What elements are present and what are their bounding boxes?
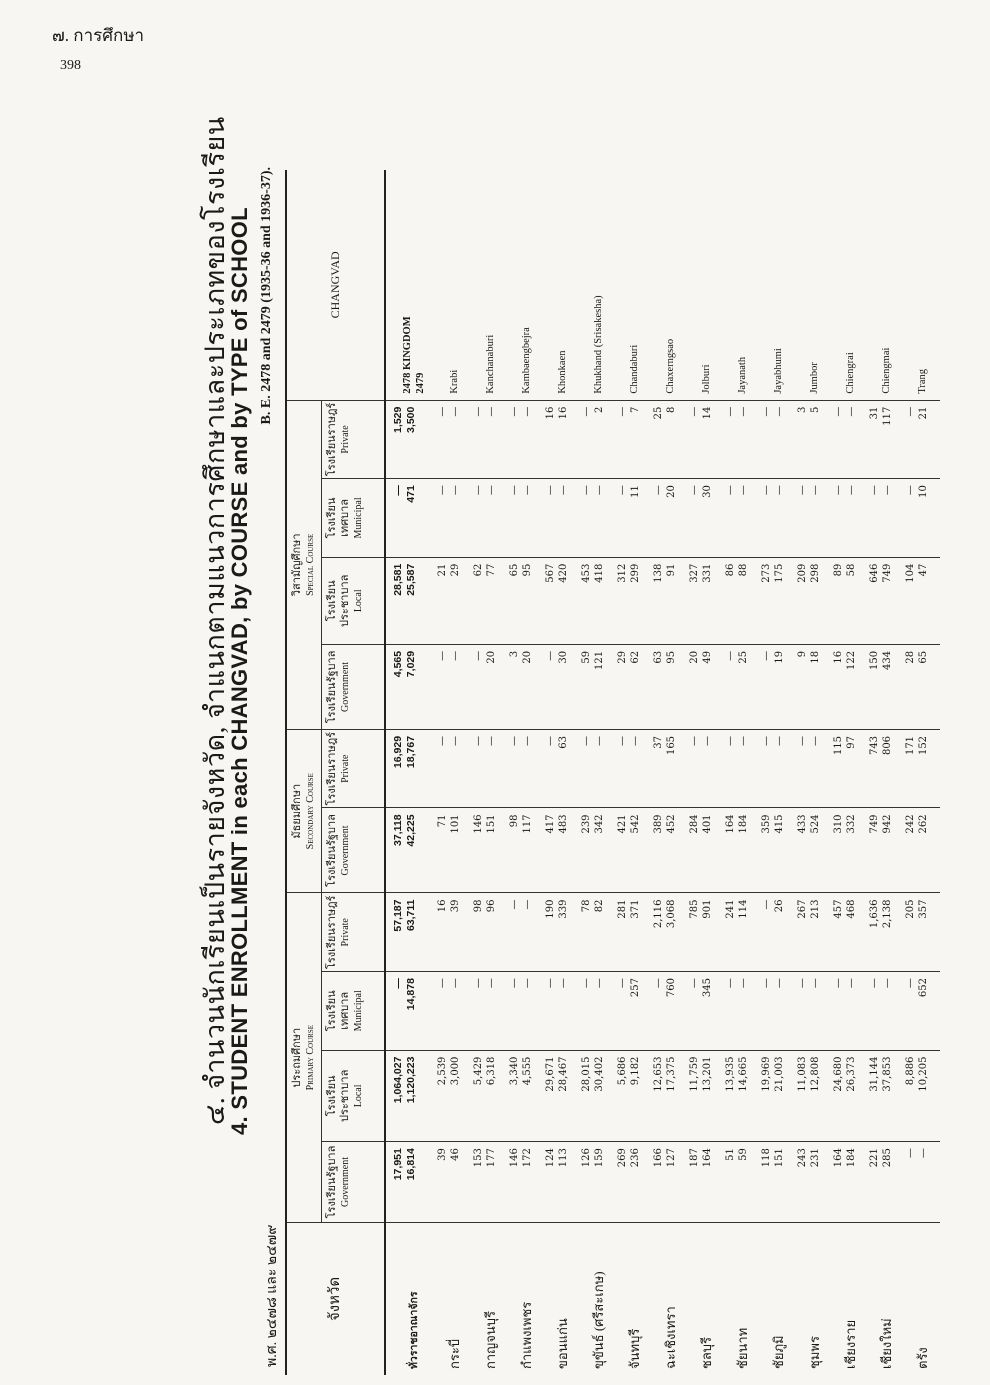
enrollment-cell: 78 82 (580, 893, 616, 972)
enrollment-cell: 187 164 (688, 1142, 724, 1223)
enrollment-cell: — — (904, 1142, 940, 1223)
page-number: 398 (60, 58, 81, 73)
enrollment-cell: 743 806 (868, 729, 904, 808)
enrollment-cell: 433 524 (796, 808, 832, 893)
enrollment-cell: 31,144 37,853 (868, 1050, 904, 1142)
changvad-name-english: Kanchanaburi (484, 334, 496, 394)
enrollment-cell: 269 236 (616, 1142, 652, 1223)
table-row (652, 170, 688, 1375)
enrollment-cell: 3 5 (796, 400, 832, 479)
enrollment-cell: 12,653 17,375 (652, 1050, 688, 1142)
enrollment-cell: — — (472, 400, 508, 479)
enrollment-cell: 417 483 (544, 808, 580, 893)
changvad-name-thai: กระบี่ (436, 1222, 472, 1375)
enrollment-cell: 150 434 (868, 644, 904, 729)
enrollment-cell: — 257 (616, 972, 652, 1051)
enrollment-cell: 126 159 (580, 1142, 616, 1223)
changvad-name-thai: เชียงราย (832, 1222, 868, 1375)
changvad-name-english: Jayabhumi (772, 348, 784, 394)
changvad-name-english: Khukhand (Srisakesha) (592, 295, 604, 394)
enrollment-cell: — — (796, 972, 832, 1051)
enrollment-cell: 164 184 (724, 808, 760, 893)
enrollment-cell: — — (436, 972, 472, 1051)
enrollment-cell: 9 18 (796, 644, 832, 729)
enrollment-cell: — — (832, 479, 868, 558)
enrollment-cell: 221 285 (868, 1142, 904, 1223)
changvad-name-thai: ขุขันธ์ (ศรีสะเกษ) (580, 1222, 616, 1375)
changvad-name-english: Chandaburi (628, 344, 640, 394)
enrollment-cell: 242 262 (904, 808, 940, 893)
enrollment-cell: — — (616, 729, 652, 808)
header-special-private: โรงเรียนราษฎร์ Private (322, 400, 386, 479)
header-changvad-english: CHANGVAD (286, 170, 385, 400)
enrollment-cell: — 10 (904, 479, 940, 558)
header-primary-municipal: โรงเรียนเทศบาล Municipal (322, 972, 386, 1051)
enrollment-cell: 138 91 (652, 557, 688, 644)
enrollment-cell: — — (472, 479, 508, 558)
enrollment-cell: — 652 (904, 972, 940, 1051)
table-row (508, 170, 544, 1375)
changvad-name-thai: ขอนแก่น (544, 1222, 580, 1375)
enrollment-cell: 39 46 (436, 1142, 472, 1223)
enrollment-cell: 24,680 26,373 (832, 1050, 868, 1142)
enrollment-cell: — — (724, 972, 760, 1051)
changvad-name-thai: ชัยภูมิ (760, 1222, 796, 1375)
enrollment-cell: — — (796, 479, 832, 558)
header-primary: ประถมศึกษา Primary Course (286, 893, 322, 1222)
enrollment-cell: — — (580, 479, 616, 558)
enrollment-cell: — — (580, 972, 616, 1051)
year-english: B. E. 2478 and 2479 (1935-36 and 1936-37). (259, 167, 274, 425)
enrollment-cell: 205 357 (904, 893, 940, 972)
changvad-name-english: Khonkaen (556, 350, 568, 394)
enrollment-cell: 1,636 2,138 (868, 893, 904, 972)
enrollment-cell: 1,064,027 1,120,223 (385, 1050, 436, 1142)
enrollment-cell: 166 127 (652, 1142, 688, 1223)
enrollment-cell: 16 39 (436, 893, 472, 972)
enrollment-cell: — 63 (544, 729, 580, 808)
enrollment-cell: — 345 (688, 972, 724, 1051)
title-thai: ๔. จำนวนนักเรียนเป็นรายจังหวัด, จำแนกตามแนวการศึกษาและประเภทของโรงเรียน (200, 116, 230, 1125)
enrollment-cell: 28,015 30,402 (580, 1050, 616, 1142)
section-header: ๗. การศึกษา (52, 26, 145, 45)
enrollment-cell: — — (508, 893, 544, 972)
enrollment-cell: 453 418 (580, 557, 616, 644)
enrollment-cell: 749 942 (868, 808, 904, 893)
header-special-local: โรงเรียนประชาบาล Local (322, 557, 386, 644)
enrollment-cell: — 26 (760, 893, 796, 972)
enrollment-cell: 19,969 21,003 (760, 1050, 796, 1142)
changvad-name-english: Jolburi (700, 364, 712, 394)
changvad-name-english: Jumbor (808, 362, 820, 394)
title-english: 4. STUDENT ENROLLMENT in each CHANGVAD, by COURSE and by TYPE of SCHOOL (227, 207, 252, 1135)
enrollment-cell: 63 95 (652, 644, 688, 729)
enrollment-cell: — 30 (688, 479, 724, 558)
enrollment-cell: 59 121 (580, 644, 616, 729)
enrollment-cell: 62 77 (472, 557, 508, 644)
enrollment-cell: — — (508, 479, 544, 558)
enrollment-cell: 124 113 (544, 1142, 580, 1223)
enrollment-cell: 243 231 (796, 1142, 832, 1223)
enrollment-cell: — — (688, 729, 724, 808)
enrollment-cell: — — (760, 400, 796, 479)
enrollment-cell: 57,187 63,711 (385, 893, 436, 972)
table-row (616, 170, 652, 1375)
changvad-name-thai: กำแพงเพชร (508, 1222, 544, 1375)
enrollment-cell: 71 101 (436, 808, 472, 893)
table-row (385, 170, 436, 1375)
enrollment-cell: 37 165 (652, 729, 688, 808)
header-special: วิสามัญศึกษา Special Course (286, 400, 322, 729)
enrollment-cell: — — (760, 972, 796, 1051)
changvad-name-english: 2478 KINGDOM 2479 (402, 316, 426, 394)
enrollment-cell: — 19 (760, 644, 796, 729)
changvad-name-english: Trang (916, 368, 928, 394)
table-row (724, 170, 760, 1375)
enrollment-cell: 567 420 (544, 557, 580, 644)
table-row (688, 170, 724, 1375)
enrollment-cell: 29,671 28,467 (544, 1050, 580, 1142)
changvad-name-thai: จันทบุรี (616, 1222, 652, 1375)
enrollment-cell: 29 62 (616, 644, 652, 729)
enrollment-cell: 28 65 (904, 644, 940, 729)
enrollment-cell: 310 332 (832, 808, 868, 893)
enrollment-cell: — — (832, 400, 868, 479)
enrollment-cell: — — (724, 729, 760, 808)
enrollment-cell: 37,118 42,225 (385, 808, 436, 893)
header-changvad-thai: จังหวัด (286, 1222, 385, 1375)
enrollment-cell: 146 151 (472, 808, 508, 893)
enrollment-cell: 28,581 25,587 (385, 557, 436, 644)
table-row (904, 170, 940, 1375)
header-secondary-gov: โรงเรียนรัฐบาล Government (322, 808, 386, 893)
table-row (796, 170, 832, 1375)
changvad-name-english: Chiengrai (844, 352, 856, 394)
enrollment-cell: — — (760, 479, 796, 558)
enrollment-cell: 2,116 3,068 (652, 893, 688, 972)
enrollment-cell: 267 213 (796, 893, 832, 972)
enrollment-cell: 118 151 (760, 1142, 796, 1223)
changvad-name-thai: กาญจนบุรี (472, 1222, 508, 1375)
enrollment-cell: 98 96 (472, 893, 508, 972)
enrollment-cell: 5,686 9,182 (616, 1050, 652, 1142)
enrollment-cell: 785 901 (688, 893, 724, 972)
changvad-name-thai: ชุมพร (796, 1222, 832, 1375)
header-primary-local: โรงเรียนประชาบาล Local (322, 1050, 386, 1142)
enrollment-cell: — 760 (652, 972, 688, 1051)
header-primary-private: โรงเรียนราษฎร์ Private (322, 893, 386, 972)
enrollment-cell: — 471 (385, 479, 436, 558)
enrollment-cell: 21 29 (436, 557, 472, 644)
changvad-name-thai: เชียงใหม่ (868, 1222, 904, 1375)
enrollment-cell: 171 152 (904, 729, 940, 808)
header-primary-gov: โรงเรียนรัฐบาล Government (322, 1142, 386, 1223)
enrollment-cell: 89 58 (832, 557, 868, 644)
enrollment-cell: 239 342 (580, 808, 616, 893)
enrollment-cell: — — (436, 729, 472, 808)
header-special-gov: โรงเรียนรัฐบาล Government (322, 644, 386, 729)
enrollment-cell: — 21 (904, 400, 940, 479)
header-secondary: มัธยมศึกษา Secondary Course (286, 729, 322, 893)
enrollment-cell: — — (724, 479, 760, 558)
enrollment-cell: 4,565 7,029 (385, 644, 436, 729)
enrollment-cell: 51 59 (724, 1142, 760, 1223)
enrollment-cell: 11,759 13,201 (688, 1050, 724, 1142)
table-row (868, 170, 904, 1375)
enrollment-table (285, 170, 940, 1375)
enrollment-cell: 20 49 (688, 644, 724, 729)
enrollment-cell: — 14 (688, 400, 724, 479)
enrollment-cell: — — (868, 479, 904, 558)
header-secondary-private: โรงเรียนราษฎร์ Private (322, 729, 386, 808)
enrollment-cell: 241 114 (724, 893, 760, 972)
enrollment-cell: — — (508, 972, 544, 1051)
enrollment-cell: — — (436, 479, 472, 558)
enrollment-cell: 8,886 10,205 (904, 1050, 940, 1142)
enrollment-cell: — — (508, 400, 544, 479)
changvad-name-thai: ตรัง (904, 1222, 940, 1375)
enrollment-cell: — — (508, 729, 544, 808)
enrollment-cell: 16 16 (544, 400, 580, 479)
enrollment-cell: — 25 (724, 644, 760, 729)
enrollment-cell: — 2 (580, 400, 616, 479)
enrollment-cell: — — (544, 972, 580, 1051)
enrollment-cell: 31 117 (868, 400, 904, 479)
changvad-name-english: Chaxerngsao (664, 338, 676, 394)
enrollment-cell: — — (472, 972, 508, 1051)
enrollment-cell: 281 371 (616, 893, 652, 972)
enrollment-cell: 11,083 12,808 (796, 1050, 832, 1142)
enrollment-cell: 13,935 14,665 (724, 1050, 760, 1142)
changvad-name-thai: ฉะเชิงเทรา (652, 1222, 688, 1375)
enrollment-cell: 17,951 16,814 (385, 1142, 436, 1223)
enrollment-cell: 2,539 3,000 (436, 1050, 472, 1142)
enrollment-cell: 5,429 6,318 (472, 1050, 508, 1142)
enrollment-cell: 457 468 (832, 893, 868, 972)
changvad-name-thai: ทั่วราชอาณาจักร (385, 1222, 436, 1375)
enrollment-cell: 164 184 (832, 1142, 868, 1223)
enrollment-cell: 16 122 (832, 644, 868, 729)
year-thai: พ.ศ. ๒๔๗๘ และ ๒๔๗๙ (265, 1224, 280, 1367)
table-row (760, 170, 796, 1375)
enrollment-cell: — — (868, 972, 904, 1051)
enrollment-cell: 421 542 (616, 808, 652, 893)
enrollment-cell: 1,529 3,500 (385, 400, 436, 479)
enrollment-cell: — — (796, 729, 832, 808)
table-row (832, 170, 868, 1375)
enrollment-cell: 86 88 (724, 557, 760, 644)
enrollment-cell: 3,340 4,555 (508, 1050, 544, 1142)
enrollment-cell: — 14,878 (385, 972, 436, 1051)
table-row (472, 170, 508, 1375)
enrollment-cell: 16,929 18,767 (385, 729, 436, 808)
enrollment-cell: — — (544, 479, 580, 558)
enrollment-cell: — — (832, 972, 868, 1051)
enrollment-cell: 359 415 (760, 808, 796, 893)
header-special-municipal: โรงเรียนเทศบาล Municipal (322, 479, 386, 558)
enrollment-cell: 646 749 (868, 557, 904, 644)
enrollment-cell: — — (760, 729, 796, 808)
enrollment-cell: 153 177 (472, 1142, 508, 1223)
enrollment-cell: — — (472, 729, 508, 808)
table-row (544, 170, 580, 1375)
enrollment-cell: 146 172 (508, 1142, 544, 1223)
enrollment-cell: 327 331 (688, 557, 724, 644)
enrollment-cell: 389 452 (652, 808, 688, 893)
changvad-name-thai: ชัยนาท (724, 1222, 760, 1375)
enrollment-cell: 98 117 (508, 808, 544, 893)
enrollment-cell: — — (436, 400, 472, 479)
enrollment-cell: — 11 (616, 479, 652, 558)
changvad-name-english: Chiengmai (880, 347, 892, 394)
rotated-table-page (175, 116, 975, 1375)
enrollment-cell: 284 401 (688, 808, 724, 893)
enrollment-cell: 190 339 (544, 893, 580, 972)
enrollment-cell: — — (436, 644, 472, 729)
enrollment-cell: 25 8 (652, 400, 688, 479)
enrollment-cell: — 20 (472, 644, 508, 729)
changvad-name-english: Jayanath (736, 356, 748, 394)
enrollment-cell: — 30 (544, 644, 580, 729)
enrollment-cell: — — (580, 729, 616, 808)
enrollment-cell: 273 175 (760, 557, 796, 644)
table-row (436, 170, 472, 1375)
enrollment-cell: 65 95 (508, 557, 544, 644)
changvad-name-english: Krabi (448, 369, 460, 394)
changvad-name-thai: ชลบุรี (688, 1222, 724, 1375)
enrollment-cell: — 20 (652, 479, 688, 558)
enrollment-cell: — 7 (616, 400, 652, 479)
changvad-name-english: Kambaengbejra (520, 327, 532, 394)
enrollment-cell: 104 47 (904, 557, 940, 644)
enrollment-cell: 312 299 (616, 557, 652, 644)
enrollment-cell: 209 298 (796, 557, 832, 644)
enrollment-cell: 115 97 (832, 729, 868, 808)
table-row (580, 170, 616, 1375)
enrollment-cell: 3 20 (508, 644, 544, 729)
enrollment-cell: — — (724, 400, 760, 479)
